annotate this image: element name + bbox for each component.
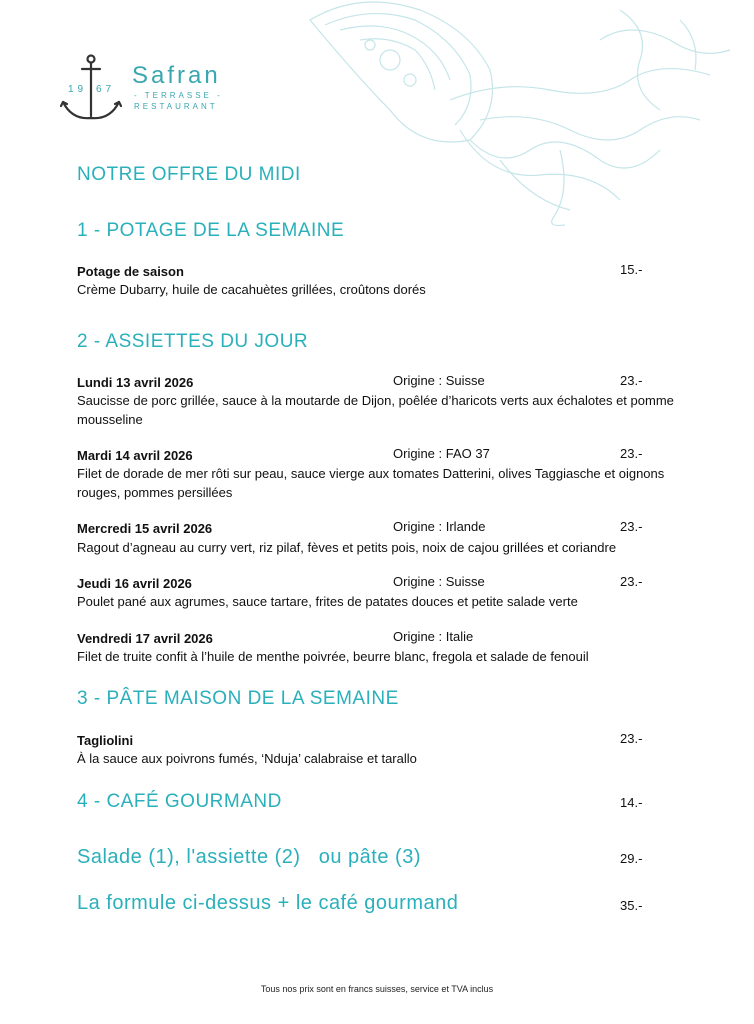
potage-name: Potage de saison — [77, 264, 184, 279]
logo-brand: Safran — [132, 62, 221, 89]
desc-friday: Filet de truite confit à l’huile de menthe poivrée, beurre blanc, fregola et salade de fenouil — [77, 649, 589, 664]
desc-monday: Saucisse de porc grillée, sauce à la moutarde de Dijon, poêlée d’haricots verts aux échalotes et pomme mousseline — [77, 393, 674, 427]
formule-cafe-price: 35.- — [620, 898, 643, 913]
desc-wednesday: Ragout d’agneau au curry vert, riz pilaf, fèves et petits pois, noix de cajou grillées et coriandre — [77, 540, 617, 555]
pate-price: 23.- — [620, 731, 643, 746]
price-tuesday: 23.- — [620, 446, 643, 461]
section-heading-cafe: 4 - CAFÉ GOURMAND — [77, 791, 282, 812]
logo-subtitle-restaurant: RESTAURANT — [134, 102, 218, 111]
origin-wednesday: Origine : Irlande — [393, 519, 486, 534]
section-heading-potage: 1 - POTAGE DE LA SEMAINE — [77, 220, 345, 241]
formule-price: 29.- — [620, 851, 643, 866]
origin-friday: Origine : Italie — [393, 629, 474, 644]
price-monday: 23.- — [620, 373, 643, 388]
section-heading-pate: 3 - PÂTE MAISON DE LA SEMAINE — [77, 688, 399, 709]
jellyfish-illustration — [300, 0, 754, 230]
section-heading-assiettes: 2 - ASSIETTES DU JOUR — [77, 331, 309, 352]
formule-cafe-text: La formule ci-dessus + le café gourmand — [77, 892, 459, 914]
day-friday: Vendredi 17 avril 2026 — [77, 631, 213, 646]
day-wednesday: Mercredi 15 avril 2026 — [77, 521, 213, 536]
desc-thursday: Poulet pané aux agrumes, sauce tartare, frites de patates douces et petite salade verte — [77, 594, 578, 609]
day-thursday: Jeudi 16 avril 2026 — [77, 576, 192, 591]
price-wednesday: 23.- — [620, 519, 643, 534]
pate-name: Tagliolini — [77, 733, 134, 748]
origin-thursday: Origine : Suisse — [393, 574, 485, 589]
restaurant-logo — [60, 54, 240, 124]
price-thursday: 23.- — [620, 574, 643, 589]
logo-year-left: 19 — [68, 84, 88, 95]
day-monday: Lundi 13 avril 2026 — [77, 375, 194, 390]
cafe-price: 14.- — [620, 795, 643, 810]
origin-tuesday: Origine : FAO 37 — [393, 446, 490, 461]
pate-description: À la sauce aux poivrons fumés, ‘Nduja’ calabraise et tarallo — [77, 751, 417, 766]
origin-monday: Origine : Suisse — [393, 373, 485, 388]
logo-subtitle-terrasse: - TERRASSE - — [134, 91, 223, 100]
potage-price: 15.- — [620, 262, 643, 277]
potage-description: Crème Dubarry, huile de cacahuètes grillées, croûtons dorés — [77, 282, 426, 297]
day-tuesday: Mardi 14 avril 2026 — [77, 448, 193, 463]
logo-year-right: 67 — [96, 84, 116, 95]
page-title: NOTRE OFFRE DU MIDI — [77, 164, 301, 185]
footer-note: Tous nos prix sont en francs suisses, service et TVA inclus — [260, 984, 494, 994]
desc-tuesday: Filet de dorade de mer rôti sur peau, sauce vierge aux tomates Datterini, olives Taggiasche et oignons rouges, pommes persillées — [77, 466, 665, 500]
formule-text: Salade (1), l'assiette (2) ou pâte (3) — [77, 846, 421, 868]
